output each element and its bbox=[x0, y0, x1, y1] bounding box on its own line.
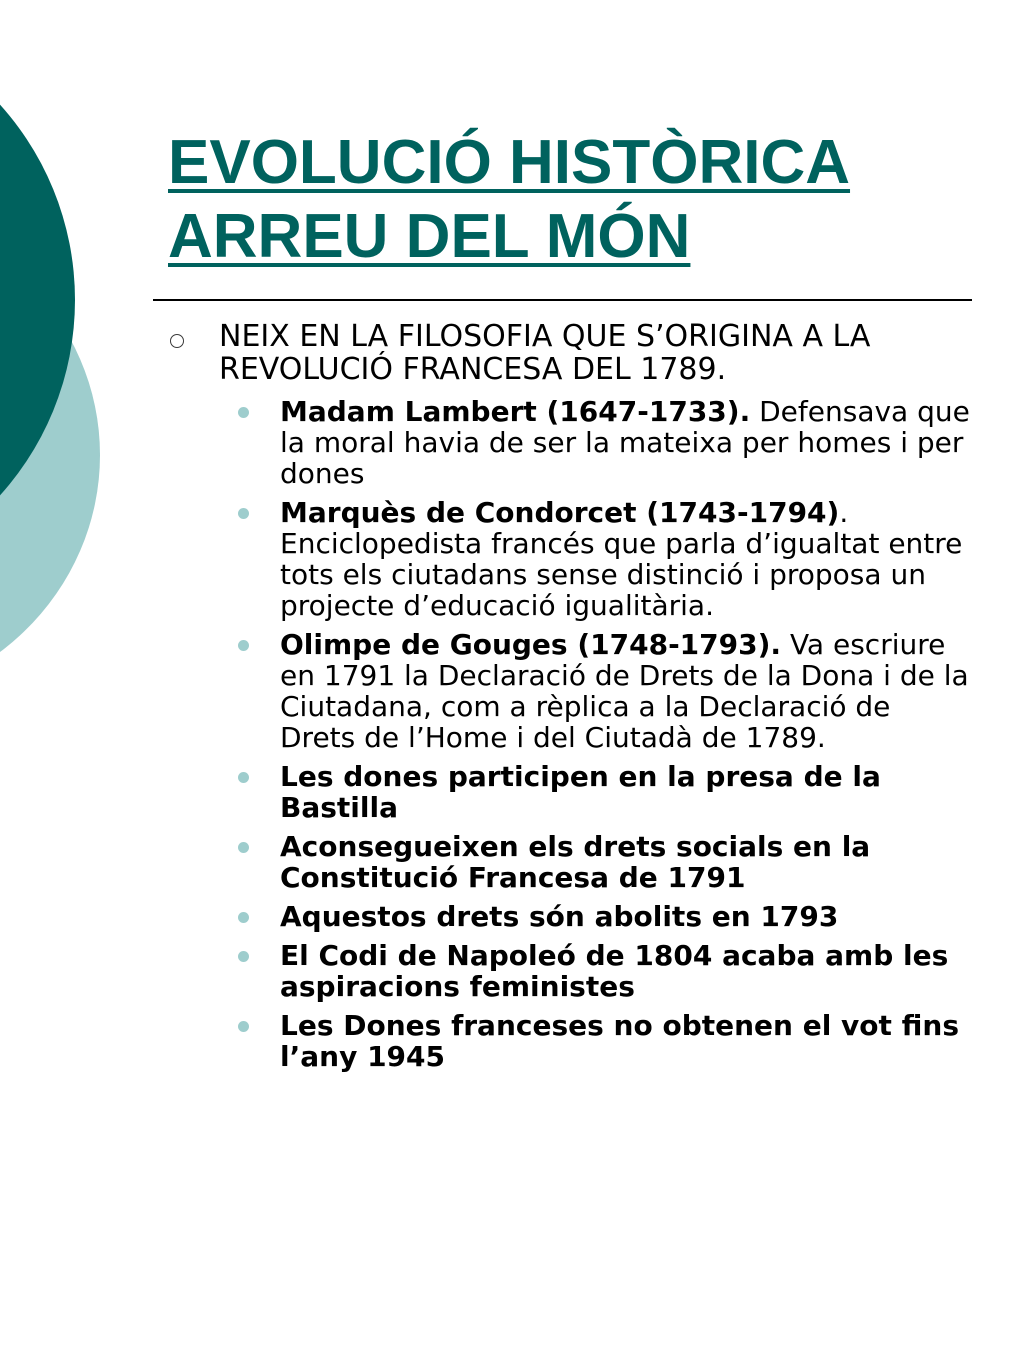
item-bold-text: Madam Lambert (1647-1733). bbox=[280, 395, 751, 428]
list-item bbox=[238, 940, 970, 1002]
list-item bbox=[238, 497, 970, 621]
bullet-dot-icon bbox=[238, 912, 249, 923]
bullet-dot-icon bbox=[238, 1021, 249, 1032]
item-bold-text: Olimpe de Gouges (1748-1793). bbox=[280, 628, 782, 661]
item-bold-text: Aconsegueixen els drets socials en la Constitució Francesa de 1791 bbox=[280, 830, 871, 894]
list-item bbox=[238, 761, 970, 823]
item-text: Defensava que la moral havia de ser la mateixa per homes i per dones bbox=[280, 395, 970, 490]
bullet-dot-icon bbox=[238, 640, 249, 651]
item-bold-text: El Codi de Napoleó de 1804 acaba amb les aspiracions feministes bbox=[280, 939, 949, 1003]
list-item bbox=[238, 1010, 970, 1072]
bullet-dot-icon bbox=[238, 951, 249, 962]
item-text: Va escriure en 1791 la Declaració de Drets de la Dona i de la Ciutadana, com a rèplica a la Declaració de Drets de l’Home i del Ciutadà de 1789. bbox=[280, 628, 969, 754]
item-text: . Enciclopedista francés que parla d’igualtat entre tots els ciutadans sense distinció i proposa un projecte d’educació igualitària. bbox=[280, 496, 963, 622]
slide-title-line2: ARREU DEL MÓN bbox=[168, 202, 691, 271]
main-bullet bbox=[170, 320, 970, 1080]
item-bold-text: Les Dones franceses no obtenen el vot fins l’any 1945 bbox=[280, 1009, 960, 1073]
bullet-dot-icon bbox=[238, 407, 249, 418]
item-bold-text: Les dones participen en la presa de la Bastilla bbox=[280, 760, 881, 824]
item-bold-text: Aquestos drets són abolits en 1793 bbox=[280, 900, 839, 933]
hollow-circle-bullet-icon bbox=[170, 334, 184, 348]
main-bullet-text: NEIX EN LA FILOSOFIA QUE S’ORIGINA A LA REVOLUCIÓ FRANCESA DEL 1789. bbox=[219, 319, 871, 387]
list-item bbox=[238, 831, 970, 893]
sub-bullet-list bbox=[170, 396, 970, 1072]
list-item bbox=[238, 629, 970, 753]
list-item bbox=[238, 901, 970, 932]
title-divider bbox=[153, 299, 972, 301]
list-item bbox=[238, 396, 970, 489]
slide-title bbox=[168, 126, 988, 274]
item-bold-text: Marquès de Condorcet (1743-1794) bbox=[280, 496, 840, 529]
bullet-dot-icon bbox=[238, 842, 249, 853]
slide-title-line1: EVOLUCIÓ HISTÒRICA bbox=[168, 128, 851, 197]
bullet-dot-icon bbox=[238, 772, 249, 783]
bullet-dot-icon bbox=[238, 508, 249, 519]
